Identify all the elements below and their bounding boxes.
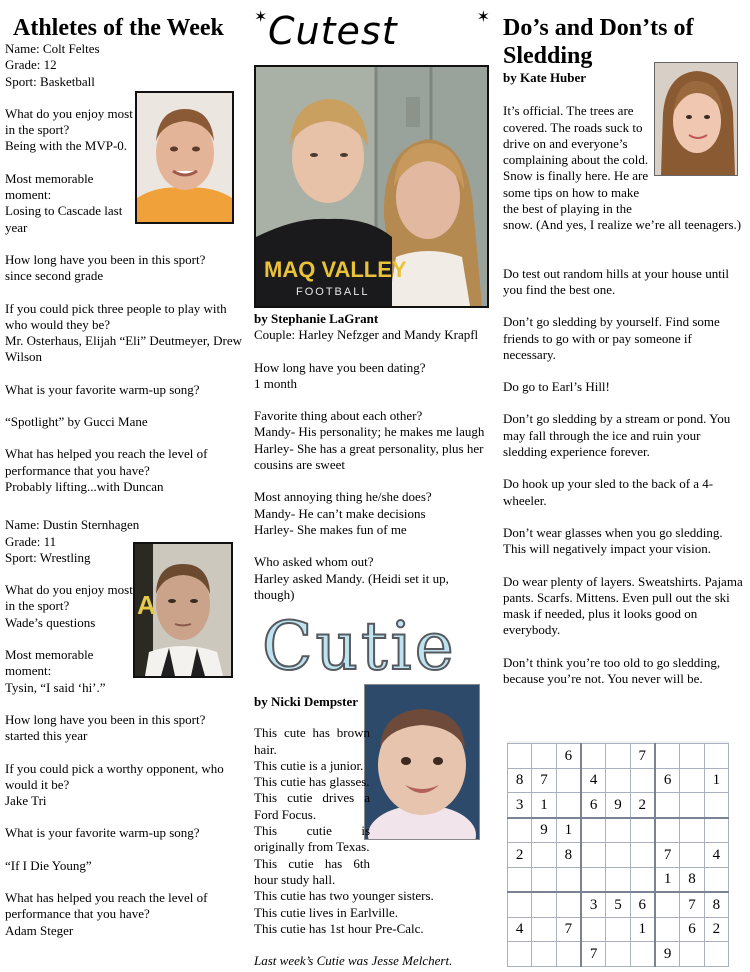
sudoku-cell[interactable] bbox=[680, 818, 704, 843]
sudoku-cell[interactable] bbox=[556, 867, 581, 892]
sledding-title: Do’s and Don’ts of Sledding bbox=[503, 15, 694, 69]
qa-block bbox=[5, 382, 245, 398]
sudoku-cell: 8 bbox=[704, 892, 728, 917]
athlete2-photo bbox=[133, 542, 233, 678]
sudoku-cell: 8 bbox=[556, 843, 581, 868]
sudoku-cell: 9 bbox=[532, 818, 556, 843]
question-text: Most annoying thing he/she does? bbox=[254, 489, 432, 505]
qa-block bbox=[5, 252, 245, 285]
cutie-byline: by Nicki Dempster bbox=[254, 694, 358, 709]
sudoku-row bbox=[508, 867, 729, 892]
qa-block bbox=[5, 301, 245, 366]
sudoku-cell: 3 bbox=[508, 793, 532, 818]
answer-text: Harley- She has a great personality, plus her cousins are sweet bbox=[254, 440, 484, 473]
cutie-last-week: Last week’s Cutie was Jesse Melchert. bbox=[254, 953, 453, 969]
sudoku-cell[interactable] bbox=[630, 768, 655, 793]
sudoku-cell[interactable] bbox=[704, 942, 728, 967]
sudoku-cell: 6 bbox=[680, 917, 704, 942]
sledding-byline: by Kate Huber bbox=[503, 70, 587, 85]
sledding-tip: Do go to Earl’s Hill! bbox=[503, 379, 610, 395]
qa-block bbox=[5, 414, 245, 430]
shirt-subtext: FOOTBALL bbox=[296, 286, 370, 298]
question-text: How long have you been dating? bbox=[254, 359, 426, 375]
sudoku-cell[interactable] bbox=[581, 744, 606, 769]
sudoku-cell[interactable] bbox=[581, 867, 606, 892]
athlete2-name: Name: Dustin Sternhagen bbox=[5, 517, 140, 533]
answer-text: Harley asked Mandy. (Heidi set it up, though) bbox=[254, 570, 449, 602]
sudoku-cell: 3 bbox=[581, 892, 606, 917]
athlete2-sport: Sport: Wrestling bbox=[5, 549, 91, 565]
athlete1-name: Name: Colt Feltes bbox=[5, 41, 100, 56]
answer-text: Wade’s questions bbox=[5, 614, 96, 630]
question-text: What is your favorite warm-up song? bbox=[5, 825, 200, 841]
sudoku-cell[interactable] bbox=[581, 917, 606, 942]
couple-column bbox=[254, 311, 490, 619]
sudoku-cell: 1 bbox=[704, 768, 728, 793]
sudoku-puzzle bbox=[507, 741, 729, 965]
sudoku-cell[interactable] bbox=[655, 892, 680, 917]
sudoku-cell: 2 bbox=[508, 843, 532, 868]
couple-byline: by Stephanie LaGrant bbox=[254, 311, 379, 326]
answer-text: since second grade bbox=[5, 268, 104, 284]
sudoku-cell: 1 bbox=[556, 818, 581, 843]
athlete1-grade: Grade: 12 bbox=[5, 57, 57, 73]
sudoku-cell: 7 bbox=[630, 744, 655, 769]
sudoku-cell[interactable] bbox=[532, 744, 556, 769]
cutie-clue: This cutie is a junior. bbox=[254, 757, 364, 773]
sudoku-cell[interactable] bbox=[556, 942, 581, 967]
sudoku-cell: 6 bbox=[556, 744, 581, 769]
sudoku-cell: 7 bbox=[581, 942, 606, 967]
sudoku-cell: 6 bbox=[655, 768, 680, 793]
sudoku-cell[interactable] bbox=[655, 744, 680, 769]
question-text: How long have you been in this sport? bbox=[5, 711, 206, 727]
sudoku-cell[interactable] bbox=[630, 843, 655, 868]
sledding-tip: Don’t wear glasses when you go sledding. This will negatively impact your vision. bbox=[503, 524, 723, 557]
shirt-text: MAQ VALLEY bbox=[264, 257, 407, 282]
sledding-tip: Do wear plenty of layers. Sweatshirts. Pajama pants. Scarfs. Mittens. Even pull out the ski mask if needed, plus it looks good on everybody. bbox=[503, 573, 743, 638]
sudoku-cell[interactable] bbox=[606, 867, 630, 892]
cutie-logo-text: Cutie bbox=[262, 608, 457, 685]
qa-block bbox=[254, 360, 490, 393]
cutie-clue: This cutie has two younger sisters. bbox=[254, 888, 434, 904]
athletes-title: Athletes of the Week bbox=[13, 15, 224, 41]
cutest-couple-title bbox=[254, 6, 490, 62]
answer-text: 1 month bbox=[254, 375, 297, 391]
sledding-tip: Don’t go sledding by yourself. Find some friends to go with or pay someone if necessary. bbox=[503, 314, 720, 362]
sledding-tip: Do test out random hills at your house until you find the best one. bbox=[503, 265, 730, 297]
qa-block bbox=[254, 554, 490, 603]
sudoku-cell: 6 bbox=[630, 892, 655, 917]
sudoku-cell[interactable] bbox=[532, 942, 556, 967]
sudoku-cell[interactable] bbox=[508, 892, 532, 917]
star-icon: ✶ bbox=[254, 9, 268, 26]
sudoku-cell[interactable] bbox=[532, 917, 556, 942]
sudoku-cell[interactable] bbox=[556, 892, 581, 917]
sudoku-cell[interactable] bbox=[606, 818, 630, 843]
author-photo bbox=[654, 62, 738, 176]
answer-text: Being with the MVP-0. bbox=[5, 138, 128, 154]
sudoku-cell[interactable] bbox=[606, 843, 630, 868]
sudoku-cell[interactable] bbox=[581, 843, 606, 868]
question-text: Most memorable moment: bbox=[5, 647, 94, 679]
sudoku-cell[interactable] bbox=[704, 818, 728, 843]
sudoku-cell: 8 bbox=[508, 768, 532, 793]
cutie-clue: This cutie drives a Ford Focus. bbox=[254, 790, 370, 822]
answer-text: Losing to Cascade last year bbox=[5, 203, 123, 235]
answer-text: Probably lifting...with Duncan bbox=[5, 478, 164, 494]
sudoku-cell: 7 bbox=[655, 843, 680, 868]
sudoku-cell[interactable] bbox=[556, 768, 581, 793]
sudoku-cell: 9 bbox=[606, 793, 630, 818]
sledding-intro: It’s official. The trees are covered. The roads suck to drive on and everyone’s complaining about the cold. Snow is finally here. He are some tips on how to make the best of playing in the snow. (And yes, I realize we’re all teenagers.) bbox=[503, 103, 742, 233]
sudoku-cell[interactable] bbox=[508, 818, 532, 843]
sudoku-cell[interactable] bbox=[630, 867, 655, 892]
question-text: “Spotlight” by Gucci Mane bbox=[5, 414, 148, 430]
sudoku-cell: 2 bbox=[630, 793, 655, 818]
couple-title-text: Cutest bbox=[268, 9, 398, 53]
question-text: What do you enjoy most in the sport? bbox=[5, 582, 133, 614]
sudoku-cell[interactable] bbox=[581, 818, 606, 843]
question-text: What has helped you reach the level of performance that you have? bbox=[5, 446, 208, 478]
sudoku-cell[interactable] bbox=[532, 892, 556, 917]
sudoku-cell[interactable] bbox=[508, 942, 532, 967]
qa-block bbox=[5, 890, 245, 939]
sudoku-cell[interactable] bbox=[630, 942, 655, 967]
sudoku-cell: 9 bbox=[655, 942, 680, 967]
sledding-tip: Do hook up your sled to the back of a 4-wheeler. bbox=[503, 476, 714, 508]
question-text: Favorite thing about each other? bbox=[254, 408, 423, 424]
sudoku-row bbox=[508, 818, 729, 843]
sudoku-cell: 7 bbox=[680, 892, 704, 917]
sledding-tip: Don’t go sledding by a stream or pond. You may fall through the ice and ruin your sledding experience forever. bbox=[503, 411, 731, 460]
cutie-clue: This cutie has glasses. bbox=[254, 774, 370, 790]
sudoku-cell: 2 bbox=[704, 917, 728, 942]
star-icon: ✶ bbox=[476, 9, 490, 26]
answer-text: Mandy- He can’t make decisions bbox=[254, 505, 426, 521]
sudoku-cell[interactable] bbox=[606, 942, 630, 967]
qa-block bbox=[5, 825, 245, 841]
cutie-clue: This cutie is originally from Texas. bbox=[254, 823, 370, 855]
question-text: What has helped you reach the level of performance that you have? bbox=[5, 889, 208, 922]
sudoku-cell[interactable] bbox=[532, 843, 556, 868]
sudoku-cell[interactable] bbox=[680, 843, 704, 868]
question-text: Who asked whom out? bbox=[254, 554, 374, 570]
sudoku-cell[interactable] bbox=[606, 917, 630, 942]
sudoku-row bbox=[508, 942, 729, 967]
sudoku-cell: 6 bbox=[581, 793, 606, 818]
athlete2-grade: Grade: 11 bbox=[5, 533, 57, 549]
svg-text:A: A bbox=[137, 590, 156, 620]
sudoku-cell[interactable] bbox=[630, 818, 655, 843]
qa-block bbox=[254, 408, 490, 473]
answer-text: Mandy- His personality; he makes me laugh bbox=[254, 424, 485, 440]
couple-qa bbox=[254, 360, 490, 604]
sudoku-cell: 8 bbox=[680, 867, 704, 892]
sudoku-cell[interactable] bbox=[655, 917, 680, 942]
sudoku-cell: 1 bbox=[532, 793, 556, 818]
sudoku-cell: 7 bbox=[532, 768, 556, 793]
answer-text: Jake Tri bbox=[5, 793, 47, 809]
sudoku-row bbox=[508, 744, 729, 769]
qa-block bbox=[5, 858, 245, 874]
sudoku-cell[interactable] bbox=[704, 744, 728, 769]
qa-block bbox=[5, 712, 245, 745]
sudoku-cell[interactable] bbox=[606, 768, 630, 793]
athlete1-sport: Sport: Basketball bbox=[5, 73, 95, 89]
sudoku-cell: 4 bbox=[508, 917, 532, 942]
couple-names: Couple: Harley Nefzger and Mandy Krapfl bbox=[254, 327, 479, 343]
athlete1-info bbox=[5, 41, 245, 90]
sudoku-cell: 4 bbox=[581, 768, 606, 793]
sudoku-row bbox=[508, 768, 729, 793]
cutie-clue: This cutie lives in Earlville. bbox=[254, 904, 399, 920]
cutie-clue: This cute has brown hair. bbox=[254, 725, 370, 757]
sudoku-cell[interactable] bbox=[680, 768, 704, 793]
answer-text: started this year bbox=[5, 728, 88, 744]
sudoku-row bbox=[508, 917, 729, 942]
question-text: “If I Die Young” bbox=[5, 857, 92, 873]
sudoku-row bbox=[508, 843, 729, 868]
question-text: What is your favorite warm-up song? bbox=[5, 381, 200, 397]
sledding-tip: Don’t think you’re too old to go sledding, because you’re not. You never will be. bbox=[503, 654, 721, 687]
couple-photo bbox=[254, 65, 489, 308]
cutie-column bbox=[254, 694, 490, 969]
sudoku-cell[interactable] bbox=[704, 793, 728, 818]
cutie-clue: This cutie has 6th hour study hall. bbox=[254, 855, 370, 887]
sudoku-cell[interactable] bbox=[655, 793, 680, 818]
sudoku-cell: 4 bbox=[704, 843, 728, 868]
sledding-tips bbox=[503, 266, 743, 688]
sudoku-row bbox=[508, 892, 729, 917]
answer-text: Harley- She makes fun of me bbox=[254, 521, 407, 537]
athlete1-photo bbox=[135, 91, 234, 224]
qa-block bbox=[5, 446, 245, 495]
cutie-logo bbox=[262, 608, 482, 685]
sudoku-cell[interactable] bbox=[556, 793, 581, 818]
sudoku-cell[interactable] bbox=[680, 744, 704, 769]
answer-text: Tysin, “I said ‘hi’.” bbox=[5, 679, 106, 695]
answer-text: Adam Steger bbox=[5, 922, 74, 938]
cutie-clue: This cutie has 1st hour Pre-Calc. bbox=[254, 920, 424, 936]
sudoku-cell[interactable] bbox=[508, 867, 532, 892]
sudoku-cell[interactable] bbox=[680, 793, 704, 818]
sudoku-row bbox=[508, 793, 729, 818]
sudoku-cell: 7 bbox=[556, 917, 581, 942]
answer-text: Mr. Osterhaus, Elijah “Eli” Deutmeyer, Drew Wilson bbox=[5, 333, 243, 365]
sudoku-cell[interactable] bbox=[655, 818, 680, 843]
cutie-clues bbox=[254, 725, 490, 937]
sudoku-cell[interactable] bbox=[606, 744, 630, 769]
qa-block bbox=[5, 761, 245, 810]
sudoku-cell: 1 bbox=[655, 867, 680, 892]
sudoku-cell: 5 bbox=[606, 892, 630, 917]
sudoku-cell[interactable] bbox=[508, 744, 532, 769]
question-text: What do you enjoy most in the sport? bbox=[5, 105, 133, 138]
sudoku-cell[interactable] bbox=[680, 942, 704, 967]
sudoku-cell[interactable] bbox=[532, 867, 556, 892]
sudoku-grid bbox=[507, 743, 729, 967]
question-text: How long have you been in this sport? bbox=[5, 251, 206, 267]
question-text: If you could pick three people to play with who would they be? bbox=[5, 300, 227, 332]
qa-block bbox=[254, 489, 490, 538]
sudoku-cell[interactable] bbox=[704, 867, 728, 892]
sudoku-cell: 1 bbox=[630, 917, 655, 942]
question-text: If you could pick a worthy opponent, who would it be? bbox=[5, 760, 224, 792]
question-text: Most memorable moment: bbox=[5, 170, 94, 203]
